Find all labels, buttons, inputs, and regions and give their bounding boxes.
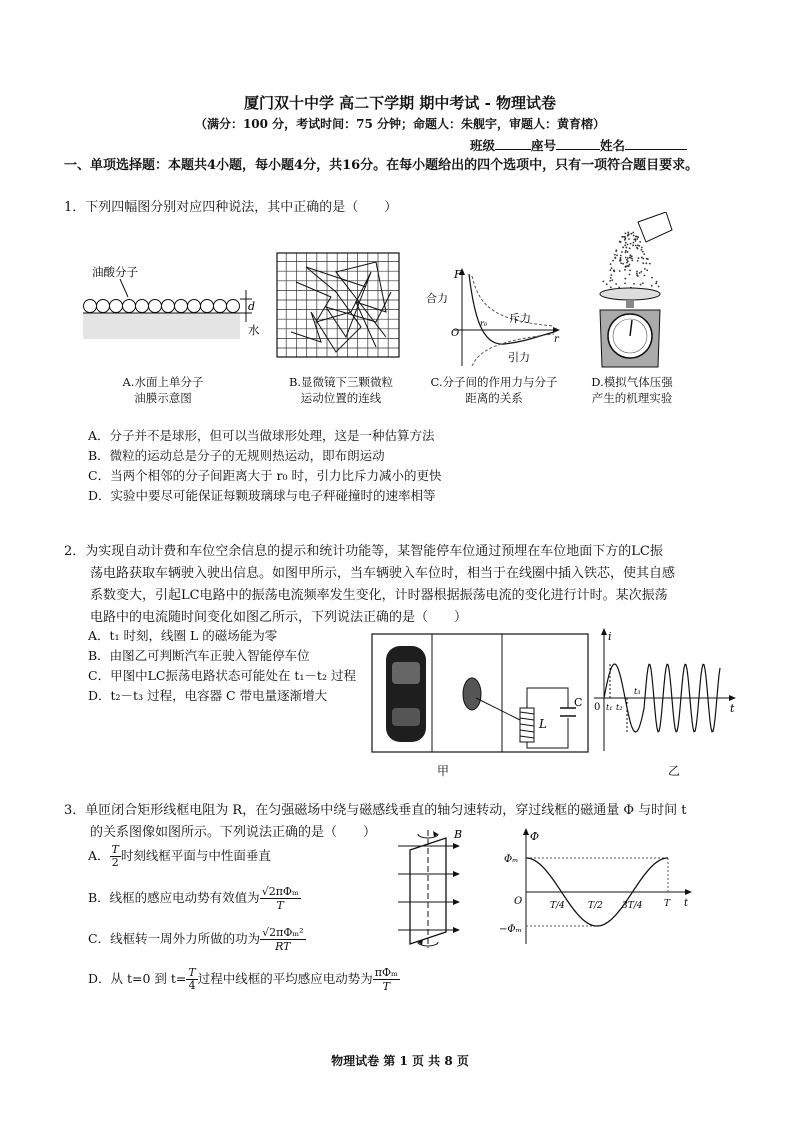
- exam-subtitle: （满分：100 分，考试时间：75 分钟；命题人：朱舰宇，审题人：黄育榕）: [194, 117, 606, 131]
- q1-option-c: C．当两个相邻的分子间距离大于 r₀ 时，引力比斥力减小的更快: [88, 468, 442, 483]
- q3-option-c: C．线框转一周外力所做的功为 √2πΦₘ² RT: [88, 926, 304, 953]
- oil-molecule-label: 油酸分子: [92, 265, 138, 279]
- fig-jia-label: 甲: [437, 764, 450, 778]
- svg-text:O: O: [514, 896, 523, 907]
- svg-text:F: F: [454, 268, 462, 281]
- page-footer: 物理试卷 第 1 页 共 8 页: [331, 1054, 469, 1068]
- q2-option-c: C．甲图中LC振荡电路状态可能处在 t₁－t₂ 过程: [88, 668, 356, 683]
- fig-current-time: [590, 626, 740, 754]
- fig-oil-film: [80, 262, 270, 342]
- q3-stem: 3．单匝闭合矩形线框电阻为 R，在匀强磁场中绕与磁感线垂直的轴匀速转动，穿过线框的磁通量 Φ 与时间 t 的关系图像如图所示。下列说法正确的是（ ）: [64, 803, 687, 840]
- fig-a-caption: A.水面上单分子 油膜示意图: [122, 375, 204, 405]
- q1-stem: 1．下列四幅图分别对应四种说法，其中正确的是（ ）: [64, 200, 398, 215]
- q2-options: [88, 626, 356, 706]
- svg-text:t: t: [730, 702, 735, 715]
- svg-text:L: L: [539, 717, 547, 731]
- svg-text:水: 水: [248, 323, 260, 337]
- fig-flux-time: [498, 826, 698, 946]
- svg-text:−Φₘ: −Φₘ: [499, 924, 522, 935]
- name-label: 姓名: [600, 138, 626, 153]
- q2-option-a: A．t₁ 时刻，线圈 L 的磁场能为零: [88, 628, 278, 643]
- class-label: 班级: [470, 138, 496, 153]
- svg-text:O: O: [451, 328, 460, 339]
- q1-option-d: D．实验中要尽可能保证每颗玻璃球与电子秤碰撞时的速率相等: [88, 488, 436, 503]
- svg-text:d: d: [248, 300, 256, 313]
- svg-text:t₃: t₃: [634, 687, 641, 696]
- svg-text:Φₘ: Φₘ: [504, 854, 519, 865]
- fig-yi-label: 乙: [668, 764, 681, 778]
- svg-text:B: B: [454, 828, 463, 841]
- q1-options: [88, 426, 442, 506]
- fig-c-caption: C.分子间的作用力与分子 距离的关系: [430, 375, 558, 405]
- fig-d-caption: D.模拟气体压强 产生的机理实验: [591, 375, 673, 405]
- svg-text:t₂: t₂: [616, 703, 623, 712]
- q3-option-a: A． $\frac{T}{2}$ 时刻线框平面与中性面垂直: [88, 843, 271, 869]
- q1-option-b: B．微粒的运动总是分子的无规则热运动，即布朗运动: [88, 448, 385, 463]
- fig-parking-lc: [370, 632, 592, 754]
- svg-text:T/2: T/2: [588, 901, 603, 911]
- fig-gas-pressure-scale: [586, 212, 686, 372]
- svg-text:i: i: [608, 630, 612, 643]
- section-heading: 一、单项选择题：本题共4小题，每小题4分，共16分。在每小题给出的四个选项中，只有一项符合题目要求。: [64, 158, 699, 173]
- fig-b-caption: B.显微镜下三颗微粒 运动位置的连线: [288, 375, 394, 405]
- q2-stem: 2．为实现自动计费和车位空余信息的提示和统计功能等，某智能停车位通过预埋在车位地面下方的LC振 荡电路获取车辆驶入驶出信息。如图甲所示，当车辆驶入车位时，相当于在线圈中插入铁芯，使其自感 系数变大，引起LC电路中的振荡电流频率发生变化，计时器根据振荡电流的变化进行计时。某次振荡 电路中的电流随时间变化如图乙所示，下列说法正确的是（ ）: [64, 544, 676, 625]
- svg-text:C: C: [574, 696, 583, 709]
- seat-label: 座号: [531, 138, 557, 153]
- fig-rotating-frame: [396, 824, 496, 954]
- svg-text:t₁: t₁: [606, 703, 613, 712]
- q1-option-a: A．分子并不是球形，但可以当做球形处理，这是一种估算方法: [88, 428, 435, 443]
- svg-text:3T/4: 3T/4: [622, 901, 643, 911]
- fig-force-distance: [424, 266, 564, 376]
- q3-option-b: B．线框的感应电动势有效值为 √2πΦₘ T: [88, 885, 299, 912]
- svg-text:r: r: [554, 334, 559, 345]
- q3-option-d: D．从 t=0 到 t= $\frac{T}{4}$ 过程中线框的平均感应电动势为 πΦₘ T: [88, 966, 398, 993]
- fig-brownian-grid: [276, 252, 400, 358]
- svg-text:斥力: 斥力: [509, 312, 531, 325]
- svg-text:Φ: Φ: [530, 830, 540, 843]
- svg-text:合力: 合力: [426, 292, 448, 305]
- svg-text:T/4: T/4: [550, 901, 565, 911]
- exam-title: 厦门双十中学 高二下学期 期中考试 - 物理试卷: [243, 94, 557, 112]
- svg-text:r₀: r₀: [480, 319, 488, 328]
- q2-option-d: D．t₂－t₃ 过程，电容器 C 带电量逐渐增大: [88, 688, 328, 703]
- svg-text:0: 0: [594, 702, 601, 713]
- svg-text:t: t: [684, 898, 689, 909]
- svg-text:引力: 引力: [508, 351, 530, 364]
- student-info: [470, 136, 687, 154]
- q2-option-b: B．由图乙可判断汽车正驶入智能停车位: [88, 648, 310, 663]
- svg-text:T: T: [664, 899, 671, 909]
